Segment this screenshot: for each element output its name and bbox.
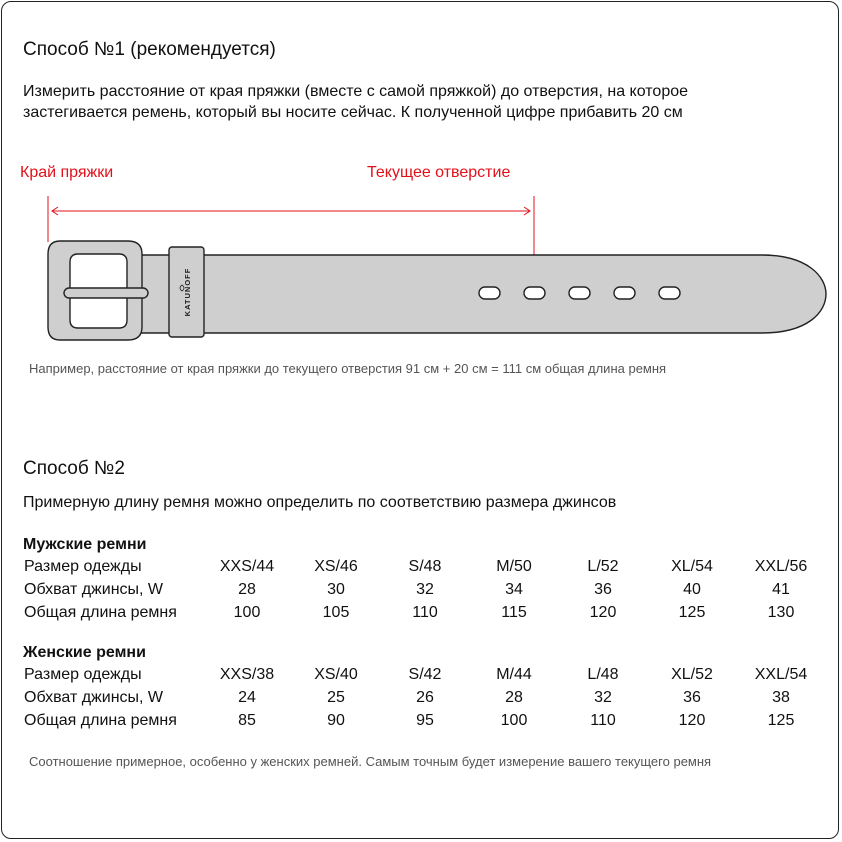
table-cell: 100 — [233, 604, 261, 621]
table-cell: XXL/54 — [754, 666, 808, 683]
row-label: Обхват джинсы, W — [24, 689, 164, 706]
buckle-prong-icon — [64, 288, 148, 298]
sizing-card — [1, 1, 839, 839]
belt-hole-icon — [524, 287, 545, 299]
table-cell: 30 — [327, 581, 345, 598]
table-cell: 120 — [678, 712, 706, 729]
belt-illustration — [2, 2, 840, 362]
label-current-hole: Текущее отверстие — [367, 164, 511, 181]
table-cell: L/48 — [587, 666, 619, 683]
method1-line2: застегивается ремень, который вы носите сейчас. К полученной цифре прибавить 20 см — [23, 104, 683, 121]
method1-line1: Измерить расстояние от края пряжки (вместе с самой пряжкой) до отверстия, на которое — [23, 83, 689, 100]
method1-title: Способ №1 (рекомендуется) — [23, 39, 276, 60]
men-belts-heading: Мужские ремни — [23, 536, 147, 553]
table-cell: 125 — [767, 712, 795, 729]
table-cell: S/48 — [408, 558, 442, 575]
brand-logo-text: KATUNOFF — [183, 267, 192, 317]
table-cell: M/44 — [496, 666, 532, 683]
table-cell: 26 — [416, 689, 434, 706]
table-cell: 110 — [590, 712, 616, 729]
method2-title: Способ №2 — [23, 458, 125, 479]
table-cell: 38 — [772, 689, 790, 706]
table-cell: 40 — [683, 581, 701, 598]
table-cell: 115 — [501, 604, 527, 621]
table-cell: XXS/44 — [219, 558, 275, 575]
table-cell: L/52 — [587, 558, 619, 575]
women-belts-heading: Женские ремни — [23, 644, 146, 661]
table-cell: XS/46 — [314, 558, 358, 575]
table-cell: 36 — [594, 581, 612, 598]
table-cell: XS/40 — [314, 666, 358, 683]
table-cell: 85 — [238, 712, 256, 729]
table-cell: 90 — [327, 712, 345, 729]
table-cell: 28 — [238, 581, 256, 598]
table-cell: S/42 — [408, 666, 442, 683]
table-cell: 100 — [500, 712, 528, 729]
table-cell: 32 — [416, 581, 434, 598]
belt-hole-icon — [479, 287, 500, 299]
table-cell: XL/54 — [671, 558, 713, 575]
table-cell: 110 — [412, 604, 438, 621]
table-cell: 105 — [322, 604, 350, 621]
table-cell: XXL/56 — [754, 558, 808, 575]
table-cell: 34 — [505, 581, 523, 598]
table-cell: 120 — [589, 604, 617, 621]
table-cell: 25 — [327, 689, 345, 706]
row-label: Обхват джинсы, W — [24, 581, 164, 598]
method1-example: Например, расстояние от края пряжки до текущего отверстия 91 см + 20 см = 111 см общая длина ремня — [29, 361, 667, 376]
belt-hole-icon — [659, 287, 680, 299]
row-label: Размер одежды — [24, 666, 142, 683]
label-buckle-edge: Край пряжки — [20, 164, 114, 181]
method2-description: Примерную длину ремня можно определить по соответствию размера джинсов — [23, 494, 617, 511]
belt-hole-icon — [569, 287, 590, 299]
method2-footnote: Соотношение примерное, особенно у женских ремней. Самым точным будет измерение вашего текущего ремня — [29, 754, 712, 769]
table-cell: XXS/38 — [219, 666, 275, 683]
row-label: Общая длина ремня — [24, 604, 177, 621]
table-cell: 41 — [772, 581, 790, 598]
belt-hole-icon — [614, 287, 635, 299]
table-cell: 125 — [678, 604, 706, 621]
table-cell: 28 — [505, 689, 523, 706]
table-cell: 32 — [594, 689, 612, 706]
row-label: Размер одежды — [24, 558, 142, 575]
table-cell: 36 — [683, 689, 701, 706]
table-cell: 95 — [416, 712, 434, 729]
table-cell: 130 — [767, 604, 795, 621]
row-label: Общая длина ремня — [24, 712, 177, 729]
table-cell: 24 — [238, 689, 256, 706]
table-cell: M/50 — [496, 558, 532, 575]
table-cell: XL/52 — [671, 666, 713, 683]
